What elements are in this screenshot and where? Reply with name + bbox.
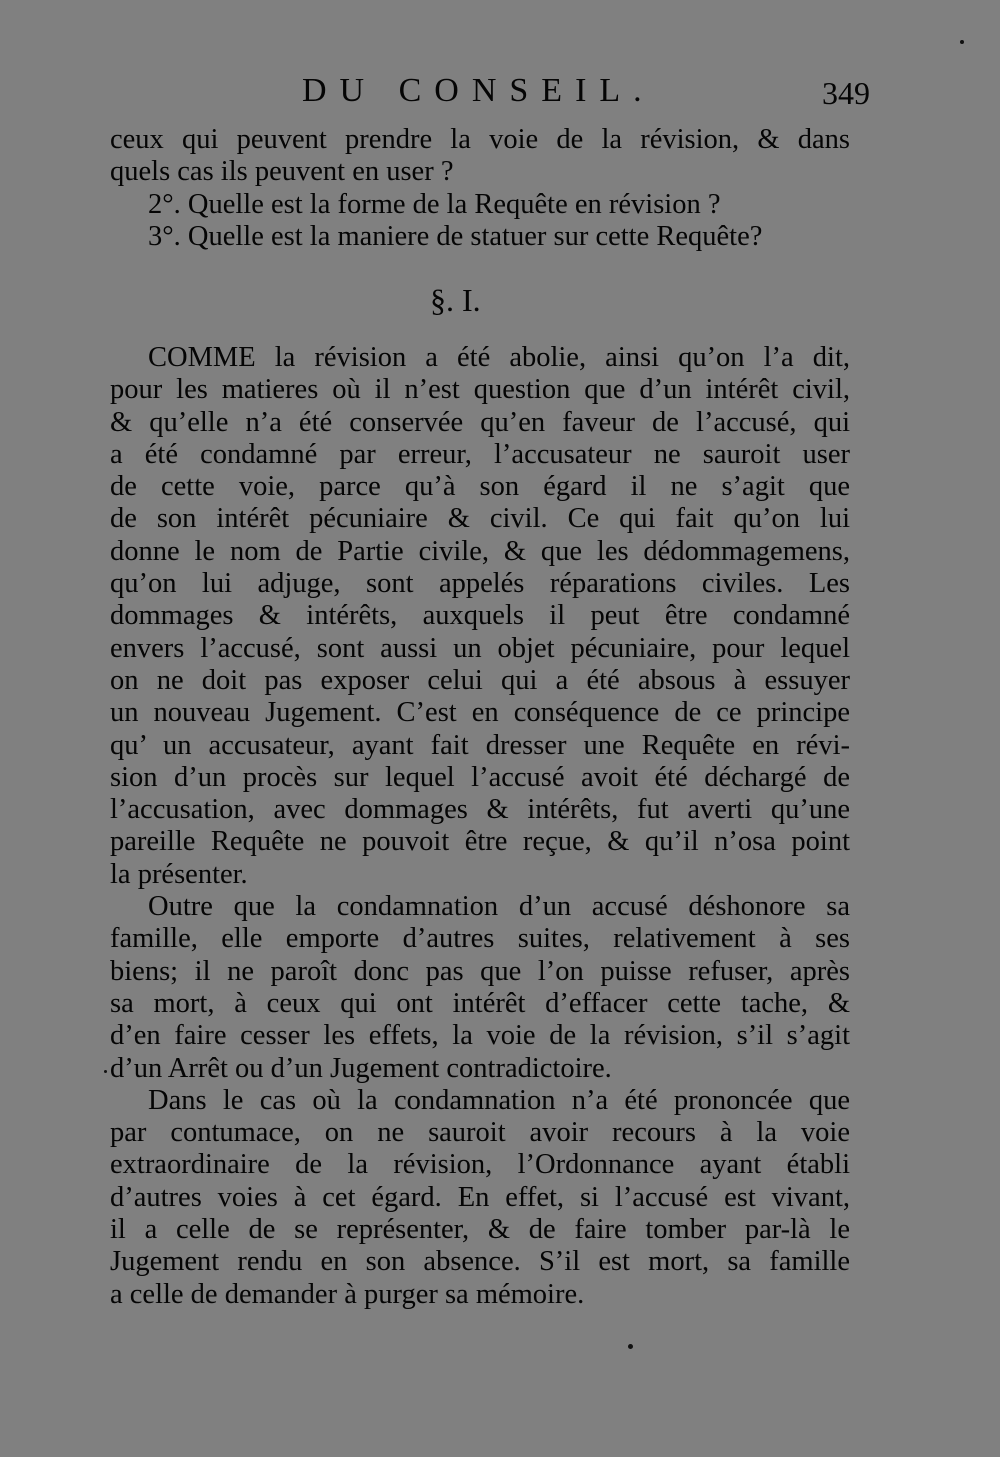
text-line: il a celle de se représenter, & de faire tomber par-là le: [110, 1214, 850, 1246]
text-line: on ne doit pas exposer celui qui a été absous à essuyer: [110, 664, 850, 696]
text-line: ceux qui peuvent prendre la voie de la révision, & dans: [110, 124, 850, 155]
paragraph-3: [110, 1085, 850, 1311]
text-line: qu’on lui adjuge, sont appelés réparations civiles. Les: [110, 568, 850, 600]
text-line: pour les matieres où il n’est question que d’un intérêt civil,: [110, 374, 850, 406]
text-line: COMME la révision a été abolie, ainsi qu’on l’a dit,: [148, 342, 850, 373]
running-head: DU CONSEIL.: [302, 72, 655, 109]
text-line: qu’ un accusateur, ayant fait dresser une Requête en révi-: [110, 729, 850, 761]
text-line: d’un Arrêt ou d’un Jugement contradictoire.: [110, 1052, 612, 1084]
text-line: 3°. Quelle est la maniere de statuer sur cette Requête?: [148, 220, 763, 252]
page-header: [110, 66, 870, 116]
text-line: a celle de demander à purger sa mémoire.: [110, 1278, 585, 1310]
text-line: Jugement rendu en son absence. S’il est mort, sa famille: [110, 1246, 850, 1278]
ink-speck: [104, 1070, 107, 1073]
text-line: d’en faire cesser les effets, la voie de la révision, s’il s’agit: [110, 1020, 850, 1052]
text-line: sion d’un procès sur lequel l’accusé avoit été déchargé de: [110, 761, 850, 793]
text-line: & qu’elle n’a été conservée qu’en faveur de l’accusé, qui: [110, 406, 850, 438]
text-line: sa mort, à ceux qui ont intérêt d’effacer cette tache, &: [110, 987, 850, 1019]
intro-questions: [110, 124, 850, 253]
text-line: d’autres voies à cet égard. En effet, si l’accusé est vivant,: [110, 1181, 850, 1213]
text-line: extraordinaire de la révision, l’Ordonnance ayant établi: [110, 1149, 850, 1181]
text-line: Outre que la condamnation d’un accusé déshonore sa: [148, 891, 850, 923]
section-heading: §. I.: [430, 282, 481, 318]
text-line: donne le nom de Partie civile, & que les dédommagemens,: [110, 535, 850, 567]
text-line: dommages & intérêts, auxquels il peut être condamné: [110, 600, 850, 632]
paragraph-2: [110, 891, 850, 1085]
text-line: de cette voie, parce qu’à son égard il ne s’agit que: [110, 471, 850, 503]
text-line: par contumace, on ne sauroit avoir recours à la voie: [110, 1117, 850, 1149]
paragraph-1: [110, 342, 850, 891]
ink-speck: [628, 1344, 633, 1349]
body-text: [110, 342, 850, 1311]
text-line: quels cas ils peuvent en user ?: [110, 156, 454, 188]
text-line: l’accusation, avec dommages & intérêts, fut averti qu’une: [110, 794, 850, 826]
text-line: pareille Requête ne pouvoit être reçue, & qu’il n’osa point: [110, 826, 850, 858]
page-number: 349: [822, 75, 870, 111]
text-line: 2°. Quelle est la forme de la Requête en révision ?: [148, 188, 721, 220]
text-line: un nouveau Jugement. C’est en conséquence de ce principe: [110, 697, 850, 729]
text-line: Dans le cas où la condamnation n’a été prononcée que: [148, 1084, 850, 1116]
text-line: de son intérêt pécuniaire & civil. Ce qui fait qu’on lui: [110, 503, 850, 535]
text-line: a été condamné par erreur, l’accusateur ne sauroit user: [110, 438, 850, 470]
text-line: envers l’accusé, sont aussi un objet pécuniaire, pour lequel: [110, 632, 850, 664]
text-line: famille, elle emporte d’autres suites, relativement à ses: [110, 923, 850, 955]
ink-speck: [960, 40, 964, 44]
text-line: biens; il ne paroît donc pas que l’on puisse refuser, après: [110, 955, 850, 987]
text-line: la présenter.: [110, 858, 248, 890]
